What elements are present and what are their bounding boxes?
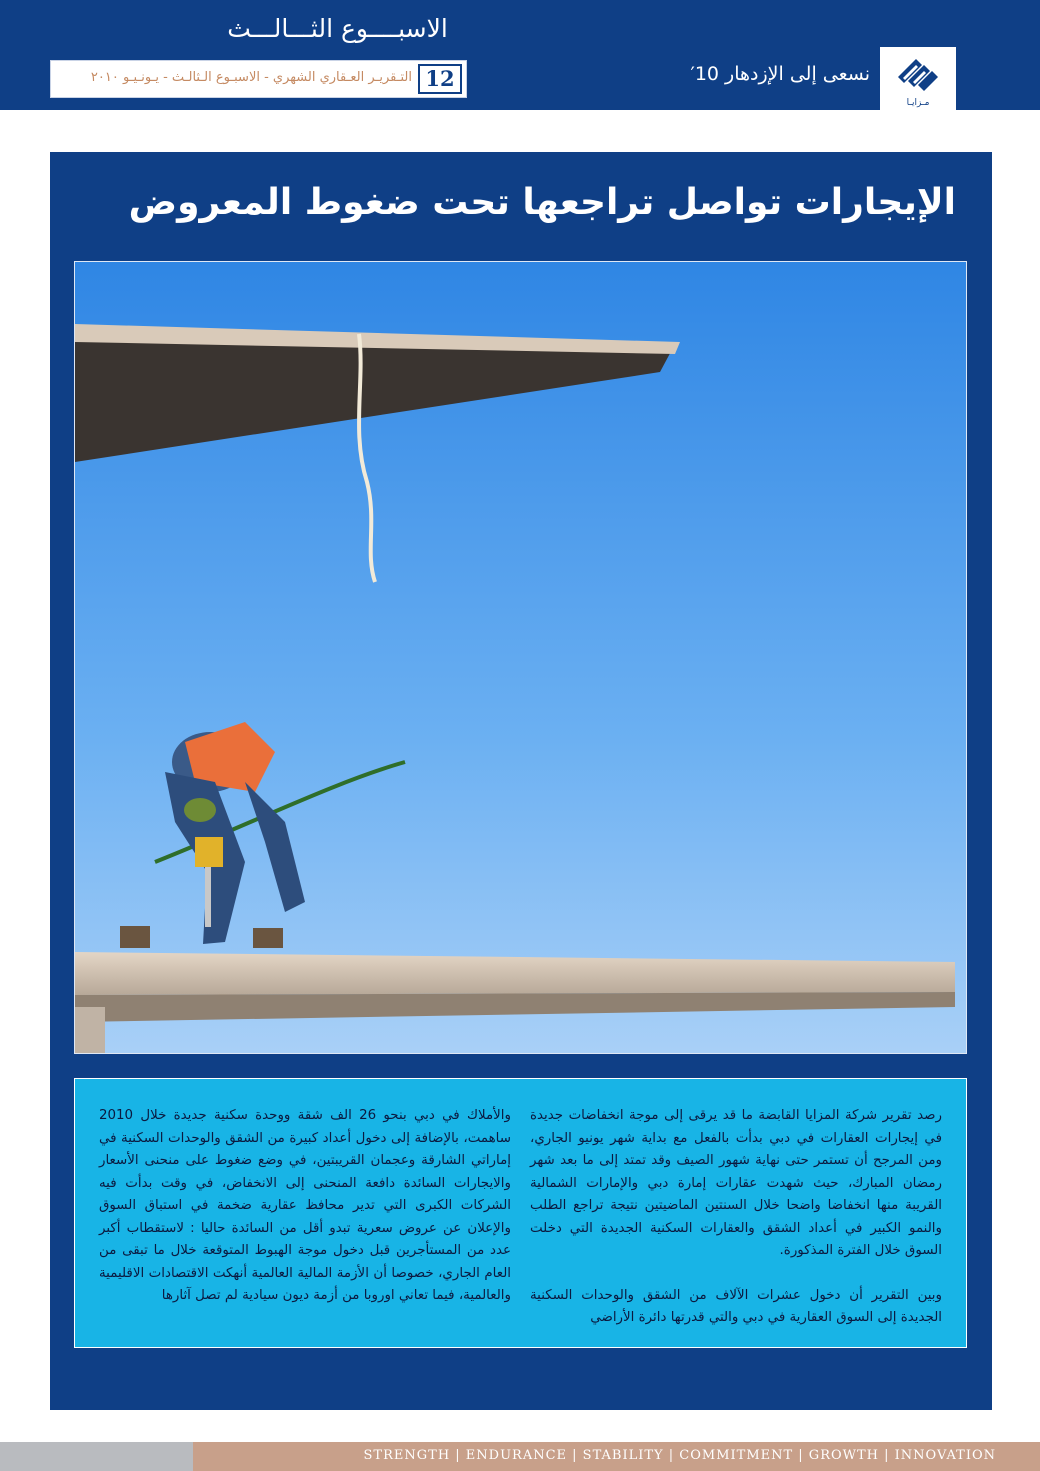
footer-values-band	[193, 1442, 1040, 1471]
logo-text: مـزايـا	[906, 98, 930, 108]
article-column-right	[530, 1105, 942, 1330]
page-number: 12	[418, 64, 462, 94]
article-text-box	[74, 1078, 967, 1348]
article-panel	[50, 152, 992, 1410]
article-photo	[74, 261, 967, 1054]
report-info-box	[50, 60, 467, 98]
article-paragraph: وبين التقرير أن دخول عشرات الآلاف من الشقق والوحدات السكنية الجديدة إلى السوق العقارية في دبي والتي قدرتها دائرة الأراضي	[530, 1287, 942, 1325]
slogan: نسعى إلى الإزدهار 10′	[690, 63, 870, 85]
article-column-left	[99, 1105, 511, 1308]
report-caption: التـقريـر العـقاري الشهري - الاسبـوع الـثالـث - يـونـيـو ٢٠١٠	[90, 70, 412, 85]
construction-worker-photo-icon	[75, 262, 967, 1054]
article-paragraph: والأملاك في دبي بنحو 26 الف شقة ووحدة سكنية جديدة خلال 2010 ساهمت، بالإضافة إلى دخول أعداد كبيرة من الشقق والوحدات السكنية في إماراتي الشارقة وعجمان القريبتين، في وضع ضغوط على منحنى الأسعار والايجارات السائدة دافعة المنحنى إلى الانخفاض، في وقت بدأت فيه الشركات الكبرى التي تدير محافظ عقارية ضخمة في استباق السوق والإعلان عن عروض سعرية تبدو أقل من السائدة حاليا : لاستقطاب أكبر عدد من المستأجرين قبل دخول موجة الهبوط المتوقعة خلال ما تبقى من العام الجاري، خصوصا أن الأزمة المالية العالمية أنهكت الاقتصادات الاقليمية والعالمية، فيما تعاني اوروبا من أزمة ديون سيادية لم تصل آثارها	[99, 1108, 511, 1303]
logo	[880, 47, 956, 110]
article-headline: الإيجارات تواصل تراجعها تحت ضغوط المعروض	[128, 182, 956, 223]
footer-grey-band	[0, 1442, 193, 1471]
header-bar	[0, 0, 1040, 110]
logo-mark-icon	[894, 55, 942, 93]
footer-values: STRENGTH | ENDURANCE | STABILITY | COMMITMENT | GROWTH | INNOVATION	[363, 1448, 996, 1463]
article-paragraph: رصد تقرير شركة المزايا القابضة ما قد يرقى إلى موجة انخفاضات جديدة في إيجارات العقارات في دبي بدأت بالفعل مع بداية شهر يونيو الجاري، ومن المرجح أن تستمر حتى نهاية شهور الصيف وقد تمتد إلى ما بعد شهر رمضان المبارك، حيث شهدت عقارات إمارة دبي والإمارات الشمالية القريبة منها انخفاضا واضحا خلال السنتين الماضيتين نتيجة تراجع الطلب والنمو الكبير في أعداد الشقق والعقارات السكنية الجديدة التي دخلت السوق خلال الفترة المذكورة.	[530, 1108, 942, 1258]
week-title: الاسبــــوع الثـــالـــث	[227, 14, 448, 43]
